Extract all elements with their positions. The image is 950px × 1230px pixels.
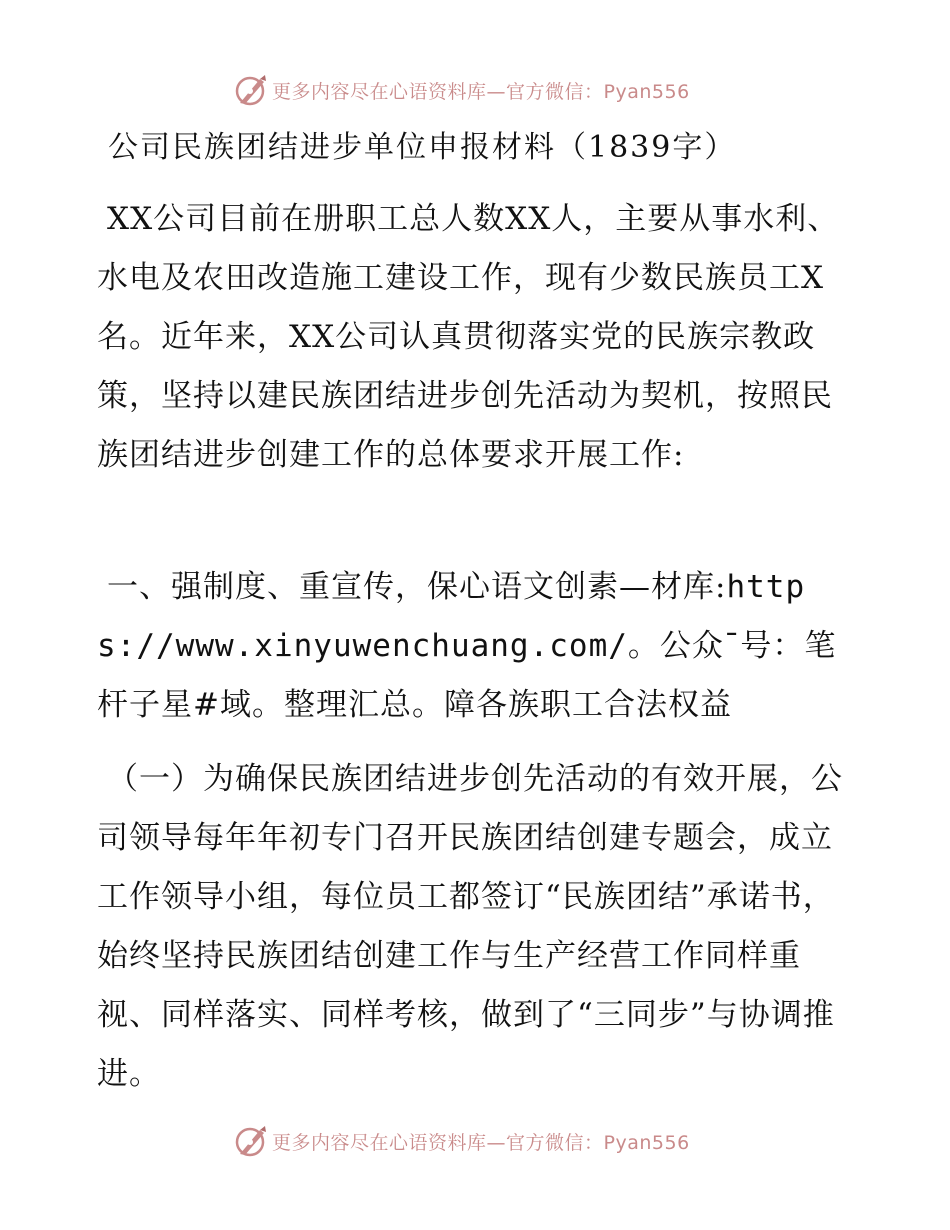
website-url: https://www.xinyuwenchuang.com/ xyxy=(97,569,806,664)
watermark-text: 更多内容尽在心语资料库—官方微信：Pyan556 xyxy=(272,80,690,103)
section-one-lead: 一、强制度、重宣传，保心语文创素—材库: xyxy=(107,569,727,605)
section-one-tail: 。公众¯号：笔杆子星#域。整理汇总。障各族职工合法权益 xyxy=(97,628,837,723)
paragraph-intro: XX公司目前在册职工总人数XX人，主要从事水利、水电及农田改造施工建设工作，现有少数民族员工X名。近年来，XX公司认真贯彻落实党的民族宗教政策，坚持以建民族团结进步创先活动为契机，按照民族团结进步创建工作的总体要求开展工作: xyxy=(97,201,840,473)
document-title: 公司民族团结进步单位申报材料（1839字） xyxy=(108,130,737,165)
watermark-text: 更多内容尽在心语资料库—官方微信：Pyan556 xyxy=(272,1131,690,1154)
quill-pen-logo-icon xyxy=(234,73,268,107)
footer-watermark xyxy=(234,1124,690,1158)
quill-pen-logo-icon xyxy=(234,1124,268,1158)
paragraph-section-one xyxy=(97,558,857,735)
paragraph-subsection-one: （一）为确保民族团结进步创先活动的有效开展，公司领导每年年初专门召开民族团结创建专题会，成立工作领导小组，每位员工都签订“民族团结”承诺书，始终坚持民族团结创建工作与生产经营工作同样重视、同样落实、同样考核，做到了“三同步”与协调推进。 xyxy=(97,761,843,1092)
header-watermark xyxy=(234,73,690,107)
